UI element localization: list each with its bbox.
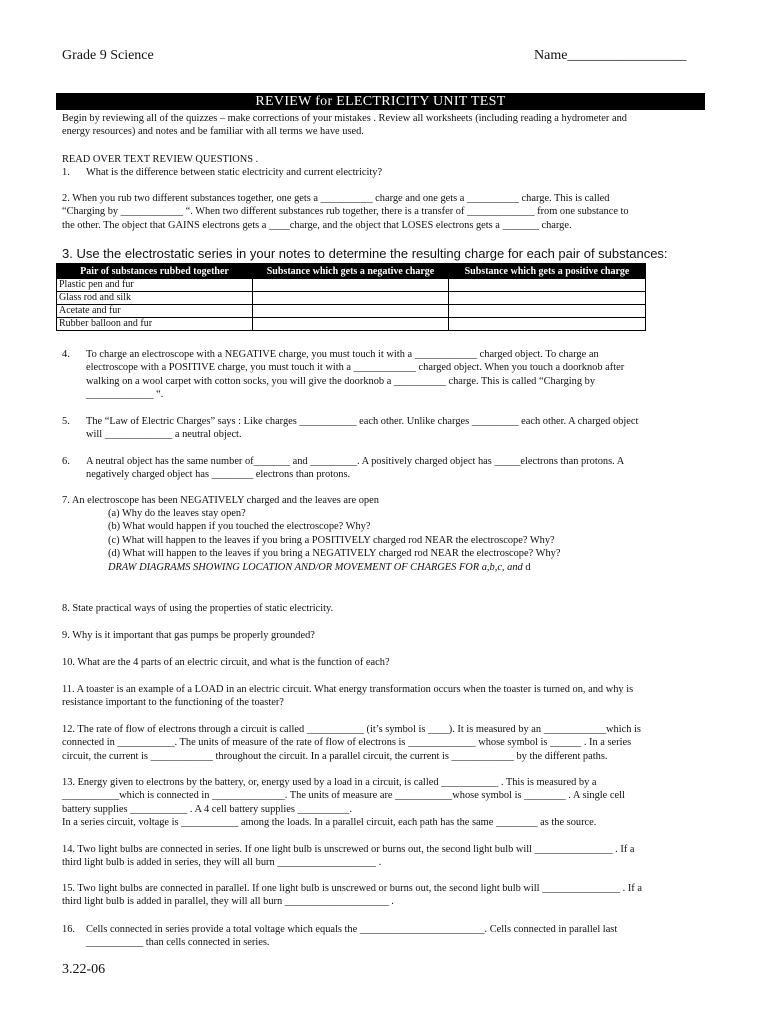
positive-answer-cell[interactable] <box>449 318 646 331</box>
intro-line: Begin by reviewing all of the quizzes – make corrections of your mistakes . Review all worksheets (including reading a hydrometer and <box>62 113 627 124</box>
question-line: circuit, the current is ____________ throughout the circuit. In a parallel circuit, the current is ____________ by the different paths. <box>62 750 608 762</box>
question-line: third light bulb is added in parallel, they will all burn ____________________ . <box>62 896 394 908</box>
column-header: Substance which gets a positive charge <box>449 264 646 279</box>
question-line: In a series circuit, voltage is ___________ among the loads. In a parallel circuit, each path has the same ________ as the source. <box>62 817 597 829</box>
draw-instruction-text: DRAW DIAGRAMS SHOWING LOCATION AND/OR MOVEMENT OF CHARGES FOR a,b,c, and <box>108 561 523 573</box>
column-header: Substance which gets a negative charge <box>253 264 449 279</box>
question-line: ___________which is connected in ______________. The units of measure are ___________whose symbol is ________ . A single cell <box>62 790 625 802</box>
draw-instruction-end: d <box>525 561 531 573</box>
electrostatic-table <box>56 263 646 331</box>
question-line: electroscope with a POSITIVE charge, you must touch it with a ____________ charged object. When you touch a doorknob after <box>86 362 625 374</box>
pair-cell: Rubber balloon and fur <box>57 318 253 331</box>
table-row <box>57 305 646 318</box>
question-14 <box>62 843 635 870</box>
course-label: Grade 9 Science <box>62 48 154 63</box>
question-16 <box>86 923 617 950</box>
table-row <box>57 318 646 331</box>
name-field-label: Name_________________ <box>534 48 687 63</box>
question-line: Cells connected in series provide a total voltage which equals the ________________________. Cells connected in parallel last <box>86 924 618 935</box>
question-1-number: 1. <box>62 167 70 178</box>
question-6-number: 6. <box>62 456 70 467</box>
positive-answer-cell[interactable] <box>449 305 646 318</box>
pair-cell: Plastic pen and fur <box>57 279 253 292</box>
question-line: 11. A toaster is an example of a LOAD in an electric circuit. What energy transformation occurs when the toaster is turned on, and why is <box>62 684 634 695</box>
question-line: resistance important to the functioning of the toaster? <box>62 697 284 709</box>
question-5-number: 5. <box>62 416 70 427</box>
sub-question: (a) Why do the leaves stay open? <box>108 508 246 519</box>
sub-question: (d) What will happen to the leaves if you bring a NEGATIVELY charged rod NEAR the electroscope? Why? <box>108 548 561 560</box>
sub-question: (c) What will happen to the leaves if you bring a POSITIVELY charged rod NEAR the electroscope? Why? <box>108 534 555 546</box>
question-10: 10. What are the 4 parts of an electric circuit, and what is the function of each? <box>62 657 390 668</box>
question-7-text: 7. An electroscope has been NEGATIVELY charged and the leaves are open <box>62 495 379 506</box>
table-row <box>57 292 646 305</box>
question-line: third light bulb is added in series, they will all burn ___________________ . <box>62 857 382 869</box>
sub-question: (b) What would happen if you touched the electroscope? Why? <box>108 521 371 533</box>
intro <box>62 112 627 139</box>
question-4-number: 4. <box>62 349 70 360</box>
question-1-text: What is the difference between static electricity and current electricity? <box>86 167 383 178</box>
question-line: 15. Two light bulbs are connected in parallel. If one light bulb is unscrewed or burns out, the second light bulb will _______________ . If a <box>62 883 642 894</box>
negative-answer-cell[interactable] <box>253 292 449 305</box>
question-8: 8. State practical ways of using the properties of static electricity. <box>62 603 334 614</box>
question-4 <box>86 348 624 402</box>
question-15 <box>62 882 642 909</box>
question-line: negatively charged object has ________ electrons than protons. <box>86 469 351 481</box>
question-line: To charge an electroscope with a NEGATIVE charge, you must touch it with a ____________ charged object. To charge an <box>86 349 599 360</box>
question-7-parts <box>108 507 560 574</box>
question-9: 9. Why is it important that gas pumps be properly grounded? <box>62 630 315 641</box>
question-line: The “Law of Electric Charges” says : Like charges ___________ each other. Unlike charges _________ each other. A charged object <box>86 416 639 427</box>
pair-cell: Glass rod and silk <box>57 292 253 305</box>
page-title: REVIEW for ELECTRICITY UNIT TEST <box>56 93 705 110</box>
negative-answer-cell[interactable] <box>253 279 449 292</box>
positive-answer-cell[interactable] <box>449 279 646 292</box>
revision-date: 3.22-06 <box>62 962 106 977</box>
question-line: 13. Energy given to electrons by the battery, or, energy used by a load in a circuit, is called ___________ . This is measured by a <box>62 777 597 788</box>
pair-cell: Acetate and fur <box>57 305 253 318</box>
question-line: ___________ than cells connected in series. <box>86 937 270 949</box>
question-3-text: 3. Use the electrostatic series in your notes to determine the resulting charge for each pair of substances: <box>62 246 668 261</box>
question-6 <box>86 455 624 482</box>
draw-instruction <box>108 561 560 574</box>
read-over-heading: READ OVER TEXT REVIEW QUESTIONS . <box>62 154 259 165</box>
negative-answer-cell[interactable] <box>253 318 449 331</box>
question-16-number: 16. <box>62 924 75 935</box>
question-line: the other. The object that GAINS electrons gets a ____charge, and the object that LOSES electrons gets a _______ charge. <box>62 219 572 231</box>
question-line: “Charging by ____________ “. When two different substances rub together, there is a transfer of _____________ from one substance to <box>62 206 629 218</box>
negative-answer-cell[interactable] <box>253 305 449 318</box>
question-2 <box>62 192 629 232</box>
question-line: walking on a wool carpet with cotton socks, you will give the doorknob a __________ charge. This is called “Charging by <box>86 375 596 387</box>
question-line: _____________ “. <box>86 389 164 401</box>
question-12 <box>62 723 641 763</box>
question-11 <box>62 683 633 710</box>
intro-line: energy resources) and notes and be familiar with all terms we have used. <box>62 126 364 138</box>
question-line: 2. When you rub two different substances together, one gets a __________ charge and one gets a __________ charge. This is called <box>62 193 610 204</box>
table-row <box>57 279 646 292</box>
question-line: battery supplies ___________ . A 4 cell battery supplies __________. <box>62 803 353 815</box>
table-header-row <box>57 264 646 279</box>
positive-answer-cell[interactable] <box>449 292 646 305</box>
question-line: will _____________ a neutral object. <box>86 429 242 441</box>
question-line: A neutral object has the same number of_______ and _________. A positively charged object has _____electrons than protons. A <box>86 456 625 467</box>
column-header: Pair of substances rubbed together <box>57 264 253 279</box>
question-line: 12. The rate of flow of electrons through a circuit is called ___________ (it’s symbol is ____). It is measured by an ____________which is <box>62 724 641 735</box>
question-13 <box>62 776 625 830</box>
question-line: 14. Two light bulbs are connected in series. If one light bulb is unscrewed or burns out, the second light bulb will _______________ . If a <box>62 844 635 855</box>
question-5 <box>86 415 638 442</box>
question-line: connected in ___________. The units of measure of the rate of flow of electrons is _____________ whose symbol is ______ . In a series <box>62 737 632 749</box>
